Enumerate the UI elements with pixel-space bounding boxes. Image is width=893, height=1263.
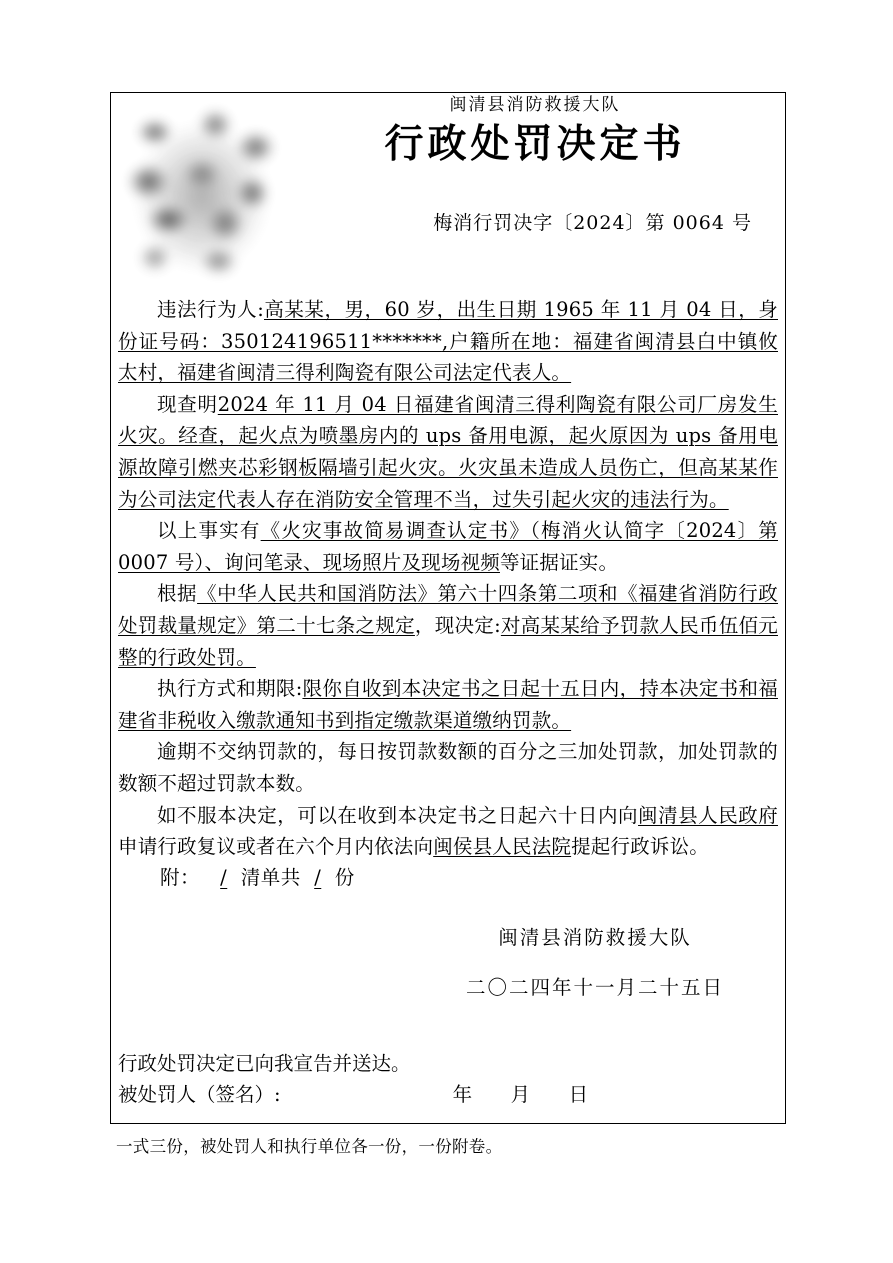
- appeal-intro: 如不服本决定，可以在收到本决定书之日起六十日内向: [157, 803, 639, 827]
- paragraph-appeal: [118, 800, 778, 863]
- appeal-tail: 提起行政诉讼。: [571, 835, 710, 859]
- paragraph-execution: [118, 673, 778, 736]
- evidence-label: 以上事实有: [157, 519, 261, 543]
- legal-basis-label: 根据: [157, 582, 198, 606]
- paragraph-late-penalty: 逾期不交纳罚款的，每日按罚款数额的百分之三加处罚款，加处罚款的数额不超过罚款本数。: [118, 740, 778, 795]
- offender-value: 高某某，男，60 岁，出生日期 1965 年 11 月 04 日，身份证号码：350124196511*******: [118, 298, 778, 353]
- document-title: 行政处罚决定书: [384, 120, 686, 167]
- attachment-line: [160, 862, 355, 890]
- document-footnote: 一式三份，被处罚人和执行单位各一份，一份附卷。: [116, 1137, 503, 1156]
- attachment-label: 附：: [160, 866, 201, 889]
- findings-label: 现查明: [157, 392, 218, 416]
- acknowledgement-block: [118, 1048, 778, 1110]
- execution-value: 限你自收到本决定书之日起十五日内，持本决定书和福建省非税收入缴款通知书到指定缴款渠道缴纳罚款。: [118, 677, 778, 732]
- paragraph-findings: [118, 389, 778, 515]
- appeal-connector: 申请行政复议或者在六个月内依法向: [118, 835, 434, 859]
- document-body: [118, 294, 778, 863]
- acknowledgement-statement: 行政处罚决定已向我宣告并送达。: [118, 1052, 411, 1075]
- date-month-field: 月: [510, 1083, 532, 1106]
- attachment-blank-2: /: [314, 866, 322, 889]
- paragraph-legal-basis: [118, 578, 778, 673]
- offender-value-tail: ,户籍所在地：福建省闽清县白中镇攸太村，福建省闽清三得利陶瓷有限公司法定代表人。: [118, 329, 778, 385]
- attachment-blank-1: /: [220, 866, 228, 889]
- evidence-tail: 等证据证实。: [499, 550, 619, 574]
- document-header: [300, 96, 770, 168]
- issuer-signature: 闽清县消防救援大队: [498, 926, 692, 949]
- execution-label: 执行方式和期限:: [157, 677, 303, 701]
- court-name: 闽侯县人民法院: [433, 835, 572, 859]
- issuing-organization-name: 闽清县消防救援大队: [449, 95, 621, 115]
- penalty-decision: 对高某某给予罚款人民币伍佰元整的行政处罚。: [118, 613, 778, 669]
- legal-basis-connector: ，现决定:: [414, 613, 501, 637]
- date-year-field: 年: [452, 1083, 474, 1106]
- attachment-unit: 份: [334, 866, 355, 889]
- legal-basis-citation: 《中华人民共和国消防法》第六十四条第二项和《福建省消防行政处罚裁量规定》第二十七条之规定: [118, 582, 778, 637]
- attachment-mid-text: 清单共: [240, 866, 301, 889]
- date-day-field: 日: [568, 1083, 590, 1106]
- findings-value: 2024 年 11 月 04 日福建省闽清三得利陶瓷有限公司厂房发生火灾。经查，起火点为喷墨房内的 ups 备用电源，起火原因为 ups 备用电源故障引燃夹芯彩钢板隔墙引起火灾。火灾虽未造成人员伤亡，但高某某作为公司法定代表人存在消防安全管理不当，过失引起火灾的违法行为。: [118, 392, 778, 511]
- evidence-value: 《火灾事故简易调查认定书》（梅消火认简字〔2024〕第 0007 号）、询问笔录、现场照片及现场视频: [118, 519, 778, 574]
- document-number: 梅消行罚决字〔2024〕第 0064 号: [433, 212, 752, 234]
- review-agency: 闽清县人民政府: [638, 803, 778, 827]
- recipient-signature-label: 被处罚人（签名）:: [118, 1083, 281, 1106]
- paragraph-offender: [118, 294, 778, 389]
- offender-label: 违法行为人:: [157, 298, 264, 321]
- acknowledgement-signature-row: [118, 1079, 778, 1110]
- paragraph-evidence: [118, 515, 778, 578]
- recipient-date-fields: [453, 1079, 627, 1110]
- issue-date: 二〇二四年十一月二十五日: [465, 976, 724, 999]
